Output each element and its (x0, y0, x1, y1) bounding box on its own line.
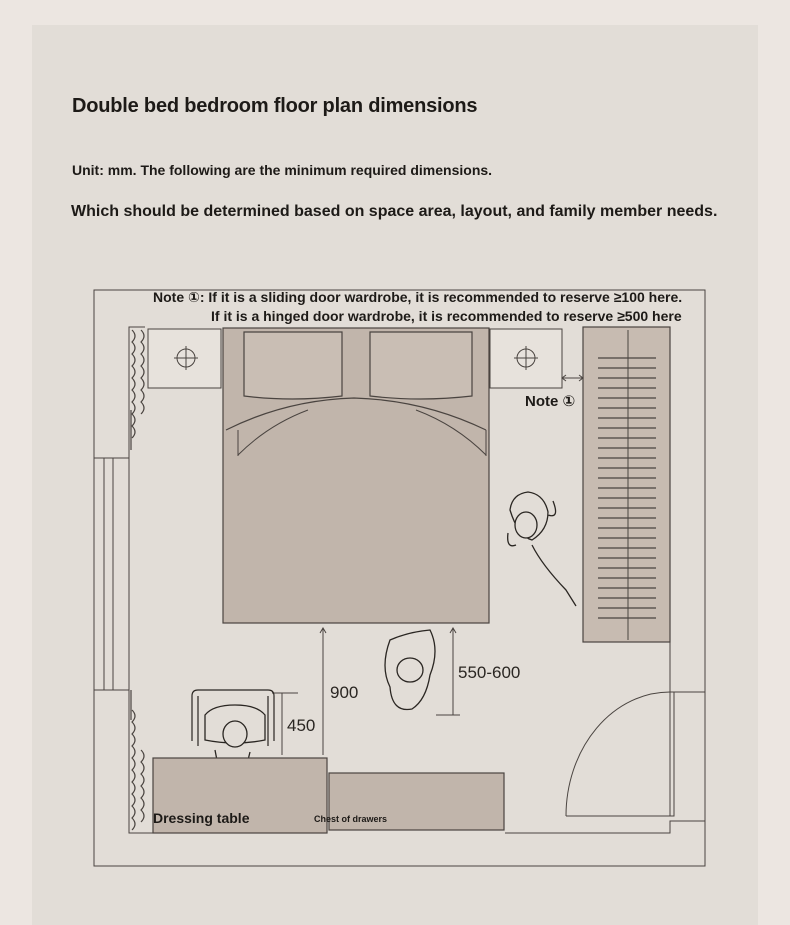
inner-wall-bottom (505, 821, 705, 833)
dim-450-label: 450 (287, 716, 316, 735)
wardrobe (583, 327, 670, 642)
chest-of-drawers-label: Chest of drawers (314, 814, 388, 824)
page-title: Double bed bedroom floor plan dimensions (72, 95, 478, 117)
double-bed (223, 328, 489, 623)
dim-550-600-label: 550-600 (458, 663, 521, 682)
note-line-hinged: If it is a hinged door wardrobe, it is recommended to reserve ≥500 here (211, 308, 682, 324)
door (566, 692, 674, 816)
note-gap-dimension (562, 375, 583, 381)
window (94, 458, 129, 690)
person-walking-icon (385, 630, 435, 710)
needs-note: Which should be determined based on space area, layout, and family member needs. (71, 203, 718, 220)
dim-900-line (320, 628, 326, 755)
dressing-table-label: Dressing table (153, 810, 250, 826)
note-tag: Note ① (525, 393, 576, 410)
nightstand-left (148, 329, 221, 388)
curtain-bottom (131, 690, 144, 830)
nightstand-right (490, 329, 562, 388)
dim-900-label: 900 (330, 683, 359, 702)
inner-wall-right (670, 327, 705, 692)
pillow-left (244, 332, 342, 399)
unit-note: Unit: mm. The following are the minimum required dimensions. (72, 162, 493, 178)
curtain-top (131, 330, 144, 450)
note-line-sliding: Note ①: If it is a sliding door wardrobe, it is recommended to reserve ≥100 here. (153, 289, 683, 305)
person-wardrobe-icon (508, 492, 576, 606)
dim-550-line (436, 628, 460, 715)
pillow-right (370, 332, 472, 399)
